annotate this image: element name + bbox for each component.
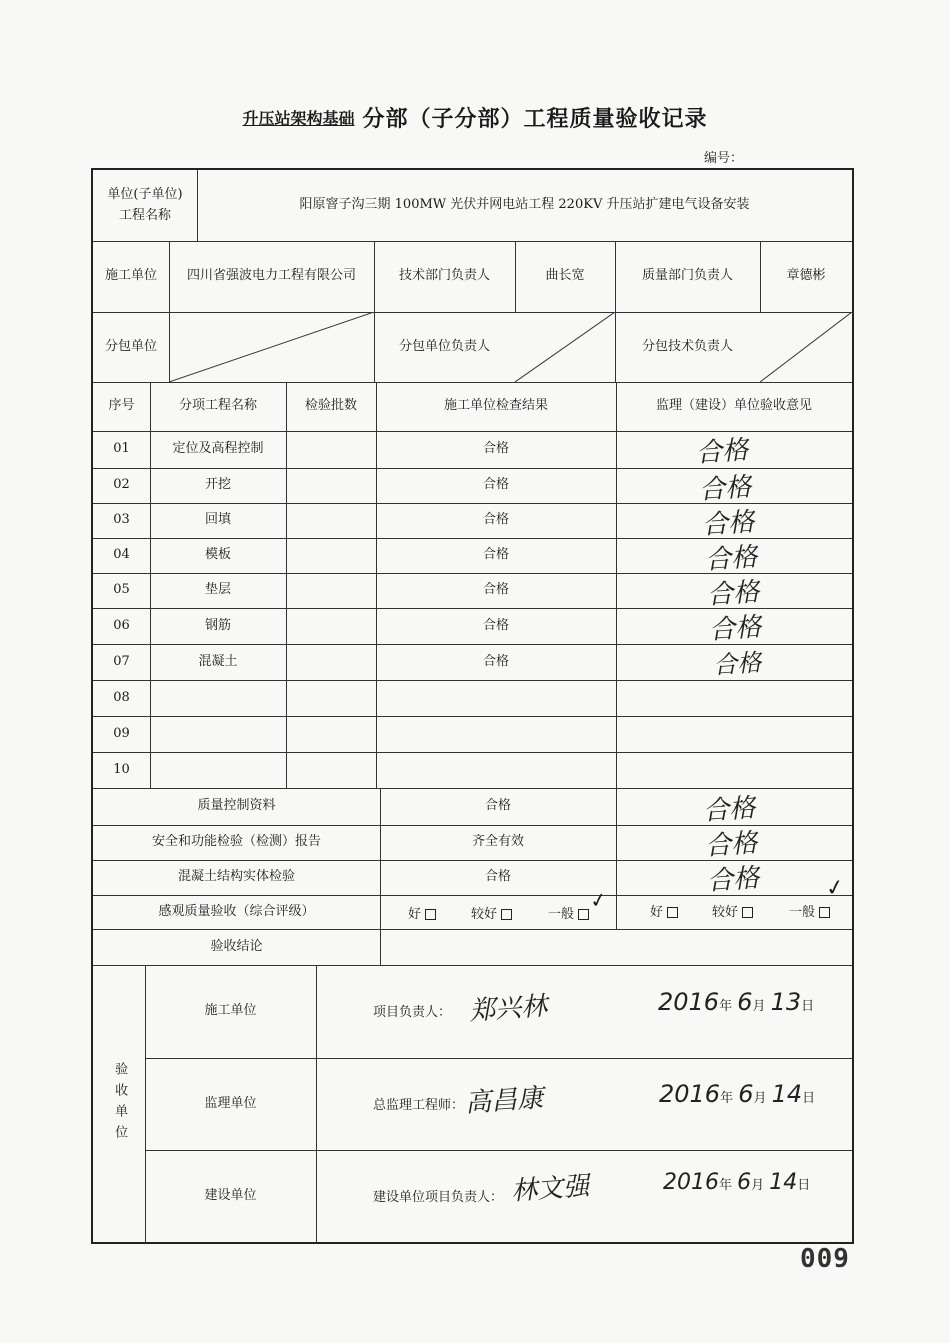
owner-project-leader-label: 建设单位项目负责人： [373, 1190, 504, 1205]
safety-function-report-label: 安全和功能检验（检测）报告 [151, 834, 321, 850]
doc-number-label: 编号： [704, 151, 744, 166]
row-opinion-handwritten: 合格 [712, 648, 763, 680]
row-check-result: 合格 [482, 582, 509, 598]
chief-supervisor-label: 总监理工程师： [373, 1098, 465, 1113]
construction-project-leader-label: 项目负责人： [373, 1005, 452, 1020]
quality-leader-label: 质量部门负责人 [641, 268, 733, 284]
row-seq: 08 [113, 689, 130, 705]
subcontract-unit-label: 分包单位 [104, 338, 157, 354]
construction-sign-date: 2016年 6月 13日 [658, 988, 815, 1016]
checkbox [667, 907, 678, 918]
row-opinion-handwritten: 合格 [701, 507, 756, 541]
empty-cell-slash [760, 312, 852, 382]
supervision-sign-date: 2016年 6月 14日 [659, 1080, 816, 1108]
project-name-label: 单位(子单位) 工程名称 [107, 187, 183, 223]
concrete-entity-check-label: 混凝土结构实体检验 [177, 869, 295, 885]
document-title [0, 102, 950, 133]
checkbox [578, 909, 589, 920]
empty-cell-slash [515, 312, 615, 382]
checkbox [425, 909, 436, 920]
supervision-rating-good-option: 好 [650, 901, 678, 920]
header-supervision-opinion: 监理（建设）单位验收意见 [655, 398, 812, 414]
rating-better-option: 较好 [471, 903, 512, 922]
acceptance-units-label: 验收单位 [112, 1061, 128, 1146]
header-seq: 序号 [108, 398, 135, 414]
row-seq: 01 [113, 441, 130, 457]
concrete-entity-check-result: 合格 [484, 869, 511, 885]
quality-control-data-result: 合格 [484, 798, 511, 814]
row-seq: 07 [113, 653, 130, 669]
quality-control-data-opinion: 合格 [702, 793, 757, 827]
owner-sign-date: 2016年 6月 14日 [663, 1170, 811, 1195]
acceptance-construction-unit: 施工单位 [204, 1003, 257, 1019]
tech-leader-value: 曲长宽 [545, 268, 585, 284]
construction-unit-value: 四川省强波电力工程有限公司 [186, 268, 356, 284]
rating-good-option: 好 [408, 903, 436, 922]
checkbox [819, 907, 830, 918]
header-batch-count: 检验批数 [304, 398, 357, 414]
concrete-entity-check-opinion: 合格 [706, 863, 761, 897]
checkbox [742, 907, 753, 918]
acceptance-form [91, 168, 854, 1244]
title-prefix: 升压站架构基础 [242, 109, 355, 128]
safety-function-report-result: 齐全有效 [471, 834, 524, 850]
appearance-quality-label: 感观质量验收（综合评级） [158, 903, 315, 919]
safety-function-report-opinion: 合格 [704, 828, 759, 862]
acceptance-supervision-unit: 监理单位 [204, 1095, 257, 1111]
row-item-name: 开挖 [204, 477, 231, 493]
construction-leader-signature: 郑兴林 [468, 991, 549, 1027]
chief-supervisor-signature: 高昌康 [464, 1083, 545, 1119]
rating-general-option: 一般 [548, 903, 589, 922]
row-opinion-handwritten: 合格 [706, 577, 761, 611]
row-seq: 04 [113, 547, 130, 563]
row-check-result: 合格 [482, 512, 509, 528]
subcontract-leader-label: 分包单位负责人 [398, 338, 490, 354]
quality-leader-value: 章德彬 [786, 268, 826, 284]
row-check-result: 合格 [482, 477, 509, 493]
row-seq: 02 [113, 477, 130, 493]
row-check-result: 合格 [482, 653, 509, 669]
row-seq: 05 [113, 582, 130, 598]
empty-cell-slash [169, 312, 374, 382]
quality-control-data-label: 质量控制资料 [197, 798, 276, 814]
row-opinion-handwritten: 合格 [708, 612, 763, 646]
conclusion-label: 验收结论 [210, 938, 263, 954]
header-item-name: 分项工程名称 [178, 398, 257, 414]
tech-leader-label: 技术部门负责人 [398, 268, 490, 284]
construction-unit-label: 施工单位 [104, 268, 157, 284]
header-check-result: 施工单位检查结果 [443, 398, 548, 414]
row-item-name: 模板 [204, 547, 231, 563]
row-seq: 03 [113, 512, 130, 528]
row-seq: 10 [113, 761, 130, 777]
check-mark-icon: ✓ [823, 874, 847, 903]
row-item-name: 回填 [204, 512, 231, 528]
row-seq: 09 [113, 725, 130, 741]
row-seq: 06 [113, 617, 130, 633]
supervision-rating-better-option: 较好 [712, 901, 753, 920]
project-name-value: 阳原窨子沟三期 100MW 光伏并网电站工程 220KV 升压站扩建电气设备安装 [299, 197, 750, 213]
checkbox [501, 909, 512, 920]
row-item-name: 混凝土 [198, 653, 238, 669]
row-check-result: 合格 [482, 441, 509, 457]
subcontract-tech-label: 分包技术负责人 [641, 338, 733, 354]
acceptance-owner-unit: 建设单位 [204, 1187, 257, 1203]
row-item-name: 定位及高程控制 [172, 441, 264, 457]
check-mark-icon: ✓ [588, 886, 609, 914]
row-opinion-handwritten: 合格 [698, 472, 753, 506]
row-check-result: 合格 [482, 617, 509, 633]
row-item-name: 钢筋 [204, 617, 231, 633]
owner-leader-signature: 林文强 [510, 1171, 591, 1207]
supervision-rating-general-option: 一般 [789, 901, 830, 920]
row-opinion-handwritten: 合格 [695, 435, 750, 469]
page-number: 009 [800, 1244, 850, 1274]
row-item-name: 垫层 [204, 582, 231, 598]
row-check-result: 合格 [482, 547, 509, 563]
row-opinion-handwritten: 合格 [704, 542, 759, 576]
title-main: 分部（子分部）工程质量验收记录 [362, 106, 708, 132]
